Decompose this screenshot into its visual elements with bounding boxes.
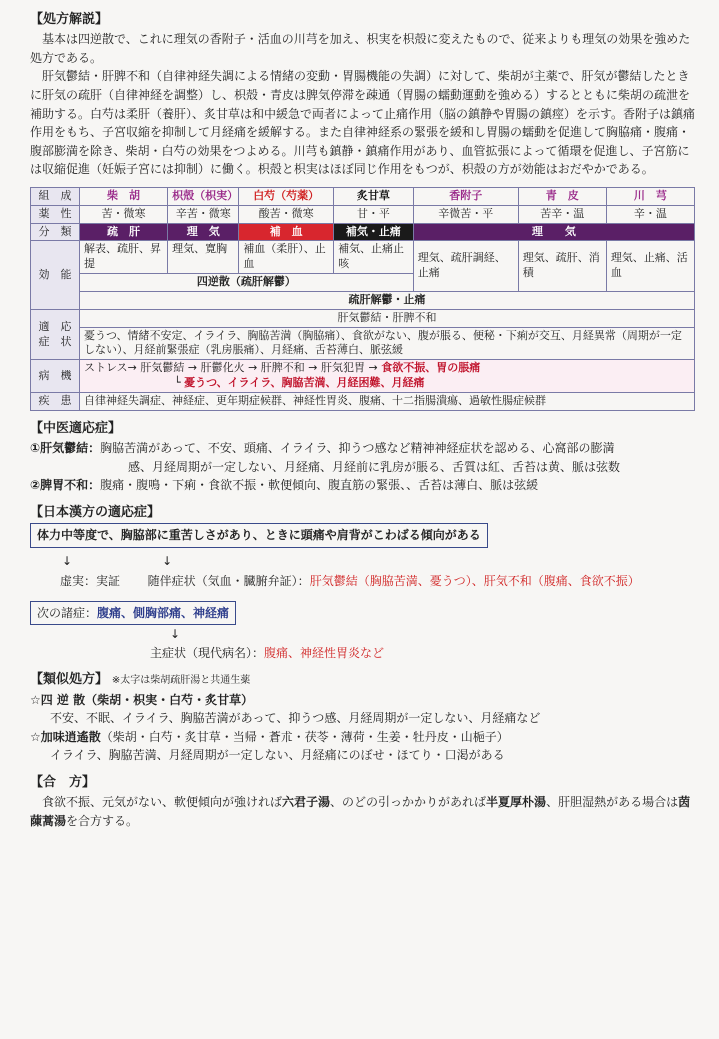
category-hoki: 補気・止痛 <box>334 223 414 241</box>
tcm-item-1 <box>30 439 701 458</box>
mechanism-result-2: 憂うつ、イライラ、胸脇苦満、月経困難、月経痛 <box>184 376 425 390</box>
kampo-arrows <box>30 552 701 571</box>
table-row-properties <box>31 205 695 223</box>
herb-3: 白芍（芍薬） <box>239 187 334 205</box>
disease-text: 自律神経失調症、神経症、更年期症候群、神経性胃炎、腹痛、十二指腸潰瘍、過敏性腸症候群 <box>80 393 695 411</box>
property-2: 辛苦・微寒 <box>168 205 239 223</box>
similar-formula-2-herbs: （柴胡・白芍・炙甘草・当帰・蒼朮・茯苓・薄荷・生姜・牡丹皮・山梔子） <box>100 729 509 744</box>
mechanism-line-2 <box>84 376 690 391</box>
row-label-composition: 組 成 <box>31 187 80 205</box>
category-riki-2: 理 気 <box>413 223 694 241</box>
explanation-paragraph-1: 基本は四逆散で、これに理気の香附子・活血の川芎を加え、枳実を枳殻に変えたもので、従来よりも理気の効果を強めた処方である。 <box>30 32 691 65</box>
kampo-section <box>30 503 701 663</box>
efficacy-7: 理気、止痛、活血 <box>606 241 694 292</box>
combination-formula-3: 茵蔯蒿湯 <box>30 795 691 828</box>
kampo-shu-label: 主症状（現代病名）： <box>150 645 265 660</box>
table-row-category <box>31 223 695 241</box>
explanation-heading: 【処方解説】 <box>30 12 109 27</box>
table-row-indication-text <box>31 327 695 360</box>
kampo-symptoms-box <box>30 601 236 626</box>
indication-head: 肝気鬱結・肝脾不和 <box>80 309 695 327</box>
kampo-zuiban-label: 随伴症状（気血・臓腑弁証）： <box>147 574 310 589</box>
similar-formula-1 <box>30 691 701 710</box>
property-7: 辛・温 <box>606 205 694 223</box>
category-riki-1: 理 気 <box>168 223 239 241</box>
herb-7: 川 芎 <box>606 187 694 205</box>
kampo-heading: 【日本漢方の適応症】 <box>30 504 161 520</box>
combination-text-4: を合方する。 <box>66 813 139 828</box>
similar-formula-1-desc: 不安、不眠、イライラ、胸脇苦満があって、抑うつ感、月経周期が一定しない、月経痛など <box>50 711 541 726</box>
table-row-efficacy <box>31 241 695 274</box>
efficacy-5: 理気、疏肝調経、止痛 <box>413 241 518 292</box>
similar-formula-2-desc: イライラ、胸脇苦満、月経周期が一定しない、月経痛にのぼせ・ほてり・口渇がある <box>50 748 505 763</box>
table-row-indication <box>31 309 695 327</box>
row-label-indication: 適 応 症 状 <box>31 309 80 360</box>
property-3: 酸苦・微寒 <box>239 205 334 223</box>
kampo-constitution-box: 体力中等度で、胸脇部に重苦しさがあり、ときに頭痛や肩背がこわばる傾向がある <box>30 523 488 548</box>
tcm-section <box>30 419 701 495</box>
tcm-item-1-text-1: 胸脇苦満があって、不安、頭痛、イライラ、抑うつ感など精神神経症状を認める、心窩部の膨満 <box>100 441 615 455</box>
down-arrow-icon: ↓ <box>62 553 73 568</box>
similar-heading: 【類似処方】 <box>30 672 109 688</box>
property-6: 苦辛・温 <box>518 205 606 223</box>
mechanism-cell <box>80 360 695 393</box>
combination-text-1: 食欲不振、元気がない、軟便傾向が強ければ <box>42 795 283 810</box>
row-label-disease: 疾 患 <box>31 393 80 411</box>
combination-heading: 【合 方】 <box>30 775 96 790</box>
indication-text: 憂うつ、情緒不安定、イライラ、胸脇苦満（胸脇痛）、食欲がない、腹が脹る、便秘・下痢が交互、月経異常（周期が一定しない）、月経前緊張症（乳房脹痛）、月経痛、舌苔薄白、脈弦緩 <box>80 327 695 360</box>
down-arrow-icon: ↓ <box>162 553 173 568</box>
mechanism-line-1 <box>84 361 690 376</box>
similar-formula-1-herbs: （柴胡・枳実・白芍・炙甘草） <box>85 692 254 707</box>
row-label-properties: 薬 性 <box>31 205 80 223</box>
property-4: 甘・平 <box>334 205 414 223</box>
similar-heading-row <box>30 670 701 690</box>
efficacy-2: 理気、寛胸 <box>168 241 239 274</box>
row-label-efficacy: 効 能 <box>31 241 80 309</box>
tcm-item-2-text: 腹痛・腹鳴・下痢・食欲不振・軟便傾向、腹直筋の緊張、、舌苔は薄白、脈は弦緩 <box>100 478 539 493</box>
combination-formula-2: 半夏厚朴湯 <box>486 795 547 810</box>
similar-formula-1-name: ☆四 逆 散 <box>30 692 86 707</box>
table-row-disease <box>31 393 695 411</box>
herb-2: 枳殻（枳実） <box>168 187 239 205</box>
property-5: 辛微苦・平 <box>413 205 518 223</box>
herb-6: 青 皮 <box>518 187 606 205</box>
herb-1: 柴 胡 <box>80 187 168 205</box>
down-arrow-icon: ↓ <box>170 627 181 642</box>
similar-formula-2 <box>30 728 701 747</box>
combination-text-2: 、のどの引っかかりがあれば <box>330 795 487 810</box>
combination-paragraph <box>30 793 701 830</box>
kampo-tsugi-value: 腹痛、側胸部痛、神経痛 <box>97 605 230 620</box>
kampo-evidence-line <box>30 572 701 591</box>
herb-5: 香附子 <box>413 187 518 205</box>
kampo-tsugi-label: 次の諸症： <box>37 605 98 620</box>
efficacy-group-1: 四逆散（疏肝解鬱） <box>80 274 414 292</box>
similar-note: ※太字は柴胡疏肝湯と共通生薬 <box>111 675 251 687</box>
table-row-composition <box>31 187 695 205</box>
combination-section <box>30 773 701 830</box>
kampo-zuiban-value: 肝気鬱結（胸脇苦満、憂うつ）、肝気不和（腹痛、食欲不振） <box>309 574 640 589</box>
tcm-heading: 【中医適応症】 <box>30 420 122 436</box>
tcm-item-1-label: ①肝気鬱結： <box>30 441 101 455</box>
kampo-shu-value: 腹痛、神経性胃炎など <box>264 645 385 660</box>
herb-4: 炙甘草 <box>334 187 414 205</box>
kampo-symptoms-row <box>30 601 701 626</box>
efficacy-group-2: 疏肝解鬱・止痛 <box>80 291 695 309</box>
composition-table <box>30 187 695 411</box>
table-row-efficacy-group-2 <box>31 291 695 309</box>
efficacy-3: 補血（柔肝）、止血 <box>239 241 334 274</box>
combination-text-3: 、肝胆湿熱がある場合は <box>546 795 679 810</box>
efficacy-4: 補気、止痛止咳 <box>334 241 414 274</box>
mechanism-chain: ストレス→ 肝気鬱結 → 肝鬱化火 → 肝脾不和 → 肝気犯胃 → <box>84 361 382 375</box>
category-hoketsu: 補 血 <box>239 223 334 241</box>
tcm-item-2-label: ②脾胃不和： <box>30 478 101 493</box>
combination-formula-1: 六君子湯 <box>282 795 331 810</box>
category-shukan: 疏 肝 <box>80 223 168 241</box>
table-row-mechanism <box>31 360 695 393</box>
property-1: 苦・微寒 <box>80 205 168 223</box>
tcm-item-2 <box>30 476 701 495</box>
mechanism-branch: └ <box>174 376 185 390</box>
kampo-kyojitsu: 虚実：実証 <box>60 574 121 589</box>
kampo-main-symptom <box>30 644 701 663</box>
efficacy-6: 理気、疏肝、消積 <box>518 241 606 292</box>
similar-section <box>30 670 701 765</box>
mechanism-result-1: 食欲不振、胃の脹痛 <box>381 361 481 375</box>
row-label-mechanism: 病 機 <box>31 360 80 393</box>
tcm-item-1-text-2: 感、月経周期が一定しない、月経痛、月経前に乳房が脹る、舌質は紅、舌苔は黄、脈は弦数 <box>128 459 621 474</box>
explanation-section <box>30 10 701 179</box>
efficacy-1: 解表、疏肝、昇提 <box>80 241 168 274</box>
explanation-paragraph-2: 肝気鬱結・肝脾不和（自律神経失調による情緒の変動・胃腸機能の失調）に対して、柴胡が主薬で、肝気が鬱結したときに肝気の疏肝（自律神経を調整）し、枳殻・青皮は脾気停滞を疎通（胃腸の蠕動運動を強める）するとともに柴胡の疏泄を補助する。白芍は柔肝（養肝）、炙甘草は和中緩急で両者によって止痛作用（脳の鎮静や胃腸の鎮痙）を示す。香附子は鎮痛作用をもち、子宮収縮を抑制して月経痛を緩解する。また自律神経系の緊張を緩和し胃腸の蠕動を促進して胸脇痛・腹痛・腹部膨満を除き、柴胡・白芍の効果をつよめる。川芎も鎮静・鎮痛作用があり、血管拡張によって循環を促進し、子宮筋には収縮促進（妊娠子宮には抑制）に働く。枳殻と枳実はほぼ同じ作用をもつが、枳殻の方が効能はおだやかである。 <box>30 69 696 177</box>
similar-formula-2-name: ☆加味逍遙散 <box>30 729 101 744</box>
row-label-category: 分 類 <box>31 223 80 241</box>
